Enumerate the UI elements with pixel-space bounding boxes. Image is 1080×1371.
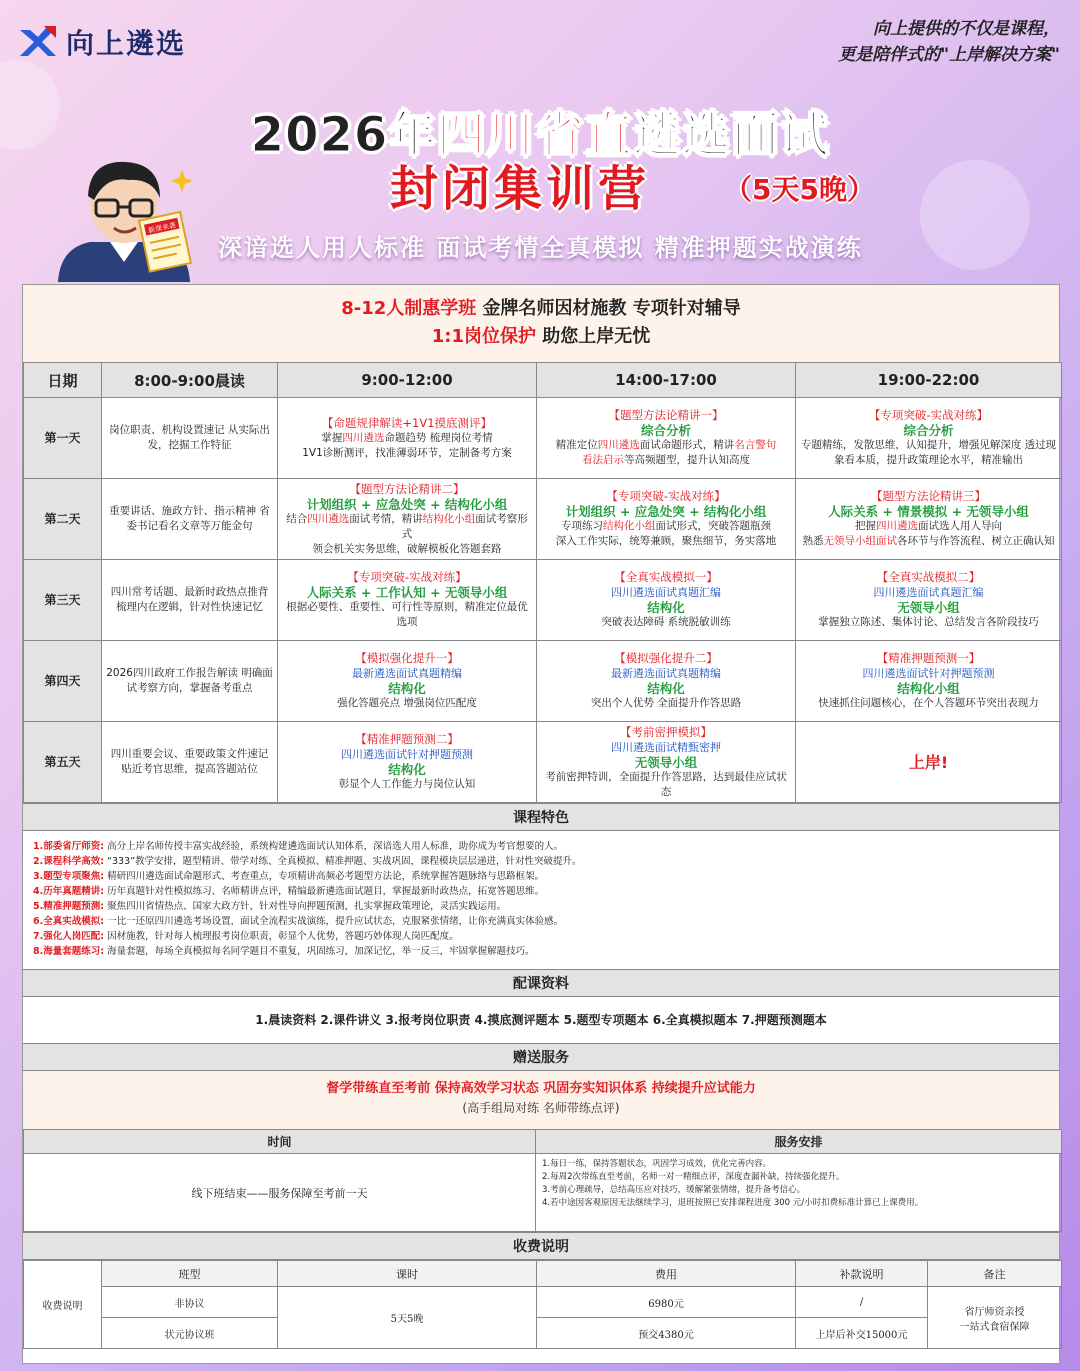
session-title: 【考前密押模拟】 xyxy=(620,724,712,739)
session-title: 【精准押题预测二】 xyxy=(355,732,459,746)
list-item: 2.课程科学高效: “333”教学安排，题型精讲、带学对练、全真模拟、精准押题、实战巩固，课程模块层层递进，针对性突破提升。 xyxy=(33,856,582,867)
session-title: 【专项突破-实战对练】 xyxy=(606,489,726,503)
session-title: 【模拟强化提升二】 xyxy=(614,651,718,665)
session-topic: 无领导小组 xyxy=(897,600,960,615)
table-row xyxy=(24,1287,1062,1318)
session-material: 四川遴选面试针对押题预测 xyxy=(862,667,995,680)
course-sheet xyxy=(22,284,1060,1364)
session-material: 四川遴选面试真题汇编 xyxy=(611,586,721,599)
session-topic: 计划组织 + 应急处突 + 结构化小组 xyxy=(565,504,767,519)
session-material: 四川遴选面试真题汇编 xyxy=(873,586,984,599)
session-title: 【题型方法论精讲三】 xyxy=(871,489,986,503)
avatar-sign-text: 新课来袭 xyxy=(147,221,177,235)
session-desc: 突破表达障碍 系统脱敏训练 xyxy=(601,616,731,628)
fee-table xyxy=(23,1260,1062,1349)
schedule-row xyxy=(24,560,1062,641)
session-desc: 专项练习结构化小组面试形式，突破答题瓶颈 xyxy=(561,520,771,532)
service-items xyxy=(536,1154,1062,1232)
service-header-plan: 服务安排 xyxy=(536,1130,1062,1154)
session-desc: 领会机关实务思维，破解模板化答题套路 xyxy=(312,542,502,555)
schedule-header-slot-2: 14:00-17:00 xyxy=(537,363,796,398)
fee-supplement: / xyxy=(796,1287,928,1318)
session-desc: 1V1诊断测评，找准薄弱环节，定制备考方案 xyxy=(302,446,512,459)
session-material: 最新遴选面试真题精编 xyxy=(611,667,721,680)
schedule-table xyxy=(23,362,1062,803)
table-row xyxy=(24,1318,1062,1349)
sub-title: 封闭集训营 xyxy=(390,161,651,217)
session-cell xyxy=(278,722,537,803)
duration-badge: （5天5晚） xyxy=(724,173,875,206)
session-cell xyxy=(537,560,796,641)
schedule-row xyxy=(24,722,1062,803)
session-desc: 快速抓住问题核心，在个人答题环节突出表现力 xyxy=(818,697,1039,709)
intro-protection: 1:1岗位保护 xyxy=(431,326,536,347)
morning-reading: 2026四川政府工作报告解读 明确面试考察方向，掌握备考重点 xyxy=(102,641,278,722)
session-topic: 结构化 xyxy=(388,681,426,696)
session-title: 【题型方法论精讲二】 xyxy=(349,481,465,496)
intro-line-2 xyxy=(23,323,1059,351)
session-cell xyxy=(796,722,1062,803)
fee-note xyxy=(928,1287,1062,1349)
section-title-fees: 收费说明 xyxy=(23,1232,1059,1260)
session-topic: 综合分析 xyxy=(903,423,954,438)
fee-header-hours: 课时 xyxy=(278,1261,537,1287)
session-cell xyxy=(278,398,537,479)
session-desc: 彰显个人工作能力与岗位认知 xyxy=(338,778,476,790)
session-title: 【精准押题预测一】 xyxy=(876,651,981,665)
fee-amount: 预交4380元 xyxy=(537,1318,796,1349)
session-topic: 结构化 xyxy=(388,762,426,777)
session-topic: 结构化 xyxy=(647,600,685,615)
day-label: 第五天 xyxy=(24,722,102,803)
morning-reading: 重要讲话、施政方针、指示精神 省委书记看名文章等万能金句 xyxy=(102,479,278,560)
section-title-features: 课程特色 xyxy=(23,803,1059,831)
session-topic: 无领导小组 xyxy=(634,754,698,770)
final-success-text: 上岸! xyxy=(908,752,949,772)
section-title-materials: 配课资料 xyxy=(23,969,1059,997)
session-desc: 突出个人优势 全面提升作答思路 xyxy=(590,697,742,709)
session-topic: 综合分析 xyxy=(640,423,691,438)
service-time: 线下班结束——服务保障至考前一天 xyxy=(24,1154,536,1232)
gift-highlights: 督学带练直至考前 保持高效学习状态 巩固夯实知识体系 持续提升应试能力 xyxy=(326,1081,756,1096)
session-desc: 精准定位四川遴选面试命题形式，精讲名言警句 xyxy=(555,439,777,451)
schedule-header-slot-3: 19:00-22:00 xyxy=(796,363,1062,398)
schedule-header-slot-1: 9:00-12:00 xyxy=(278,363,537,398)
fee-header-fee: 费用 xyxy=(537,1261,796,1287)
fee-header-note: 备注 xyxy=(928,1261,1062,1287)
session-topic: 结构化 xyxy=(647,681,685,696)
slogan-line-2: 更是陪伴式的"上岸解决方案" xyxy=(838,45,1060,65)
morning-reading: 四川重要会议、重要政策文件速记 贴近考官思维，提高答题站位 xyxy=(102,722,278,803)
session-topic: 人际关系 + 情景模拟 + 无领导小组 xyxy=(828,504,1029,519)
intro-class-size: 8-12人制惠学班 xyxy=(341,298,477,319)
gift-note: (高手组局对练 名师带练点评) xyxy=(462,1101,620,1115)
session-title: 【命题规律解读+1V1摸底测评】 xyxy=(321,415,493,430)
tagline: 深谙选人用人标准 面试考情全真模拟 精准押题实战演练 xyxy=(218,233,863,262)
session-desc: 专题精练，发散思维，认知提升，增强见解深度 透过现象看本质，提升政策理论水平，精准输出 xyxy=(800,439,1057,466)
session-title: 【题型方法论精讲一】 xyxy=(608,408,724,422)
session-topic: 人际关系 + 工作认知 + 无领导小组 xyxy=(306,585,508,600)
session-cell xyxy=(796,560,1062,641)
session-cell xyxy=(537,479,796,560)
day-label: 第二天 xyxy=(24,479,102,560)
fee-class-type: 非协议 xyxy=(102,1287,278,1318)
brand-name: 向上遴选 xyxy=(66,27,187,60)
title-year: 2026年 xyxy=(250,107,438,163)
fee-supplement: 上岸后补交15000元 xyxy=(796,1318,928,1349)
intro-teachers: 金牌名师因材施教 专项针对辅导 xyxy=(476,298,741,319)
features-list xyxy=(23,831,1059,969)
day-label: 第四天 xyxy=(24,641,102,722)
day-label: 第一天 xyxy=(24,398,102,479)
slogan xyxy=(838,16,1060,68)
session-cell xyxy=(278,479,537,560)
intro-banner xyxy=(23,285,1059,362)
session-cell xyxy=(278,641,537,722)
session-topic: 结构化小组 xyxy=(897,681,960,696)
schedule-header-morning: 8:00-9:00晨读 xyxy=(102,363,278,398)
list-item: 4.若中途因客观原因无法继续学习，退班按照已安排课程进度 300 元/小时扣费标准计算已上课费用。 xyxy=(542,1198,924,1208)
session-topic: 计划组织 + 应急处突 + 结构化小组 xyxy=(306,496,508,512)
list-item: 3.题型专项聚焦: 精研四川遴选面试命题形式、考查重点，专项精讲高频必考题型方法论，系统掌握答题脉络与思路框架。 xyxy=(33,871,545,882)
session-cell xyxy=(537,722,796,803)
session-cell xyxy=(537,641,796,722)
session-cell xyxy=(796,641,1062,722)
fee-note-line: 一站式食宿保障 xyxy=(959,1321,1030,1333)
session-title: 【全真实战模拟一】 xyxy=(614,570,718,584)
teacher-avatar-illustration xyxy=(48,150,198,282)
session-material: 四川遴选面试精甄密押 xyxy=(611,740,721,754)
schedule-row xyxy=(24,479,1062,560)
schedule-row xyxy=(24,398,1062,479)
list-item: 7.强化人岗匹配: 因材施教，针对每人梳理报考岗位职责，彰显个人优势，答题巧妙体现人岗匹配度。 xyxy=(33,931,459,942)
fee-row-label: 收费说明 xyxy=(24,1261,102,1349)
logo-x-icon xyxy=(18,24,58,60)
session-material: 最新遴选面试真题精编 xyxy=(352,667,462,680)
session-desc: 考前密押特训，全面提升作答思路，达到最佳应试状态 xyxy=(545,770,787,798)
section-title-gift: 赠送服务 xyxy=(23,1043,1059,1071)
list-item: 8.海量套题练习: 海量套题，每场全真模拟每名同学题目不重复，巩固练习，加深记忆，举一反三，牢固掌握解题技巧。 xyxy=(33,946,535,957)
session-title: 【专项突破-实战对练】 xyxy=(347,570,467,584)
poster-header xyxy=(0,0,1080,282)
session-desc: 把握四川遴选面试选人用人导向 xyxy=(855,520,1002,532)
schedule-row xyxy=(24,641,1062,722)
fee-class-type: 状元协议班 xyxy=(102,1318,278,1349)
list-item: 4.历年真题精讲: 历年真题针对性模拟练习、名师精讲点评，精编最新遴选面试题目，掌握最新时政热点，拓宽答题思维。 xyxy=(33,886,545,897)
session-title: 【模拟强化提升一】 xyxy=(355,651,459,665)
list-item: 1.部委省厅师资: 高分上岸名师传授丰富实战经验，系统构建遴选面试认知体系，深谙选人用人标准，助你成为考官想要的人。 xyxy=(33,841,564,852)
session-desc: 结合四川遴选面试考情，精讲结构化小组面试考察形式 xyxy=(286,512,528,540)
fee-note-line: 省厅师资亲授 xyxy=(964,1306,1025,1318)
session-cell xyxy=(796,479,1062,560)
session-desc: 掌握四川遴选命题趋势 梳理岗位考情 xyxy=(321,431,493,444)
session-desc: 深入工作实际，统筹兼顾，聚焦细节，务实落地 xyxy=(555,535,777,547)
schedule-header-date: 日期 xyxy=(24,363,102,398)
session-desc: 看法启示等高频题型，提升认知高度 xyxy=(582,454,750,466)
session-desc: 熟悉无领导小组面试各环节与作答流程、树立正确认知 xyxy=(802,535,1055,547)
slogan-line-1: 向上提供的不仅是课程， xyxy=(873,19,1060,39)
day-label: 第三天 xyxy=(24,560,102,641)
list-item: 1.每日一练，保持答题状态，巩固学习成效，优化完善内容。 xyxy=(542,1159,772,1169)
morning-reading: 岗位职责、机构设置速记 从实际出发，挖掘工作特征 xyxy=(102,398,278,479)
session-desc: 根据必要性、重要性、可行性等原则，精准定位最优选项 xyxy=(286,601,528,628)
intro-line-1 xyxy=(23,295,1059,323)
session-cell xyxy=(278,560,537,641)
fee-hours: 5天5晚 xyxy=(278,1287,537,1349)
intro-guarantee: 助您上岸无忧 xyxy=(535,326,651,347)
session-desc: 强化答题亮点 增强岗位匹配度 xyxy=(337,697,477,709)
fee-header-type: 班型 xyxy=(102,1261,278,1287)
session-desc: 掌握独立陈述、集体讨论、总结发言各阶段技巧 xyxy=(818,616,1039,628)
materials-list: 1.晨读资料 2.课件讲义 3.报考岗位职责 4.摸底测评题本 5.题型专项题本 6.全真模拟题本 7.押题预测题本 xyxy=(255,1013,827,1027)
list-item: 5.精准押题预测: 聚焦四川省情热点、国家大政方针，针对性导向押题预测，扎实掌握政策理论，灵活实践运用。 xyxy=(33,901,507,912)
title-region: 四川省直 xyxy=(437,107,634,163)
morning-reading: 四川常考话题、最新时政热点推背 梳理内在逻辑，针对性快速记忆 xyxy=(102,560,278,641)
gift-services xyxy=(23,1071,1059,1129)
session-material: 四川遴选面试针对押题预测 xyxy=(341,748,473,761)
list-item: 3.考前心理疏导，总结高压应对技巧，缓解紧张情绪，提升备考信心。 xyxy=(542,1185,806,1195)
fee-amount: 6980元 xyxy=(537,1287,796,1318)
brand-logo xyxy=(18,22,186,62)
session-title: 【全真实战模拟二】 xyxy=(876,570,981,584)
service-table xyxy=(23,1129,1062,1232)
session-cell xyxy=(796,398,1062,479)
session-cell xyxy=(537,398,796,479)
list-item: 6.全真实战模拟: 一比一还原四川遴选考场设置，面试全流程实战演练，提升应试状态，克服紧张情绪，让你充满真实体验感。 xyxy=(33,916,564,927)
service-header-time: 时间 xyxy=(24,1130,536,1154)
fee-header-supplement: 补款说明 xyxy=(796,1261,928,1287)
list-item: 2.每周2次带练直至考前，名师一对一精细点评，深度查漏补缺，持续强化提升。 xyxy=(542,1172,845,1182)
title-exam: 遴选面试 xyxy=(633,107,830,163)
session-title: 【专项突破-实战对练】 xyxy=(868,408,989,422)
